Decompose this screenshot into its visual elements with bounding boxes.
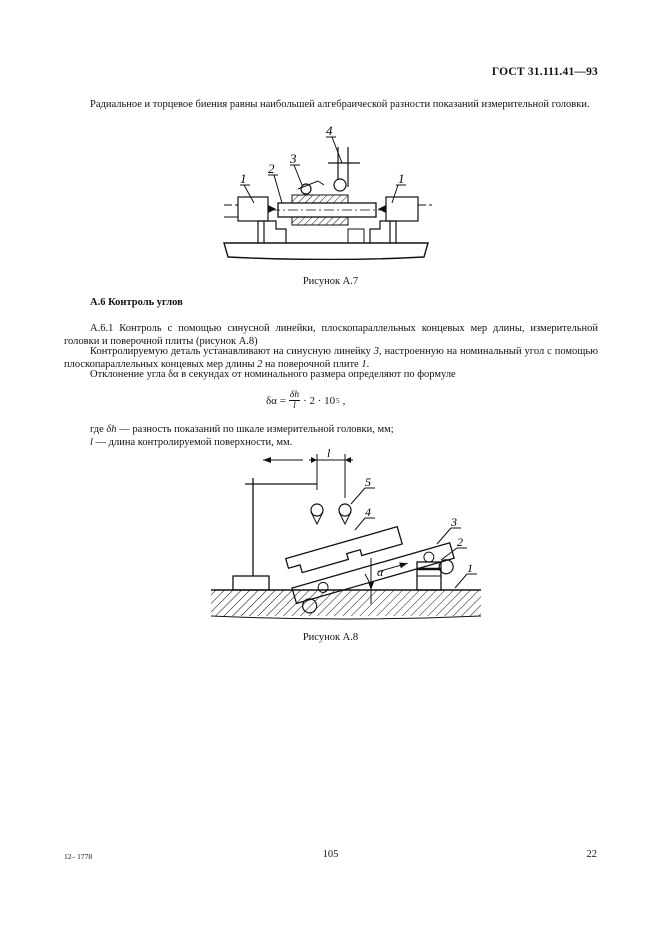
paragraph-runout: Радиальное и торцевое биения равны наибольшей алгебраической разности показаний измерительной головки. — [90, 99, 590, 110]
fig-a8-label-2: 2 — [457, 535, 463, 549]
figure-a7-drawing — [220, 125, 435, 260]
fig-a8-label-3: 3 — [451, 515, 457, 529]
figure-a8-caption: Рисунок А.8 — [302, 632, 359, 643]
fig-a7-label-4: 4 — [326, 125, 333, 138]
fig-a8-label-4: 4 — [365, 505, 371, 519]
standard-code: ГОСТ 31.111.41—93 — [491, 66, 598, 78]
paragraph-setup: Контролируемую деталь устанавливают на синусную линейку 3, настроенную на номинальный угол с помощью плоскопараллельных концевых мер длины 2 на поверочной плите 1. — [64, 346, 598, 370]
fig-a7-label-1-right: 1 — [398, 171, 405, 186]
fig-a8-label-l: l — [327, 448, 331, 460]
fig-a8-label-1: 1 — [467, 561, 473, 575]
paragraph-formula-intro: Отклонение угла δα в секундах от номинального размера определяют по формуле — [90, 369, 456, 380]
footer-print-code: 12– 1778 — [64, 852, 93, 861]
fig-a8-label-alpha: α — [377, 565, 384, 579]
paragraph-method: А.6.1 Контроль с помощью синусной линейки, плоскопараллельных концевых мер длины, измерительной головки и поверочной плиты (рисунок А.8) — [64, 323, 598, 347]
fig-a7-label-3: 3 — [290, 151, 297, 166]
footer-sheet-number: 22 — [586, 849, 597, 860]
fig-a7-label-2: 2 — [268, 161, 275, 176]
definition-l: l — длина контролируемой поверхности, мм. — [90, 437, 293, 448]
definition-dh: где δh — разность показаний по шкале измерительной головки, мм; — [90, 424, 394, 435]
section-title: А.6 Контроль углов — [90, 297, 183, 308]
fig-a7-label-1-left: 1 — [240, 171, 247, 186]
formula: δα = $\frac{\delta h}{l}$ · 2 · 10 5 , — [266, 390, 346, 411]
figure-a8-drawing — [205, 448, 490, 626]
figure-a7-caption: Рисунок А.7 — [302, 276, 359, 287]
fig-a8-label-5: 5 — [365, 475, 371, 489]
footer-page-number: 105 — [322, 849, 339, 860]
